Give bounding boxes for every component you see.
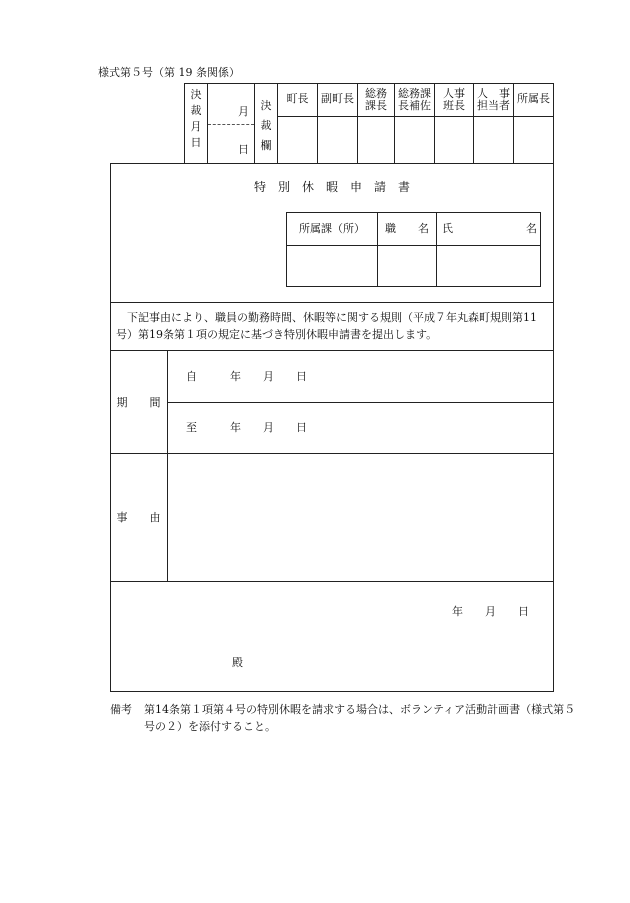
stamp-cell-deputy-mayor[interactable] <box>318 117 357 163</box>
period-label: 期 間 <box>116 396 161 409</box>
position-label: 職 名 <box>385 222 429 235</box>
approval-month-label: 月 <box>238 105 249 118</box>
role-personnel-officer: 人 事 担当者 <box>477 87 510 112</box>
stamp-cell-personnel-section-chief[interactable] <box>435 117 473 163</box>
reason-label: 事 由 <box>116 511 161 524</box>
name-label-right: 名 <box>526 222 537 235</box>
period-from-input[interactable] <box>168 351 553 402</box>
form-title: 特 別 休 暇 申 請 書 <box>253 180 410 194</box>
stamp-cell-department-head[interactable] <box>514 117 553 163</box>
stamp-cell-personnel-officer[interactable] <box>474 117 513 163</box>
name-input[interactable] <box>437 246 540 286</box>
period-from: 自 年 月 日 <box>186 370 307 383</box>
period-to-input[interactable] <box>168 403 553 453</box>
dept-input[interactable] <box>287 246 377 286</box>
statement-text: 下記事由により、職員の勤務時間、休暇等に関する規則（平成７年丸森町規則第11号）第19条第１項の規定に基づき特別休暇申請書を提出します。 <box>116 311 537 341</box>
stamp-cell-town-mayor[interactable] <box>278 117 317 163</box>
name-label-left: 氏 <box>442 222 453 235</box>
role-general-affairs-chief: 総務 課長 <box>365 87 387 112</box>
submission-date: 年 月 日 <box>452 605 529 618</box>
reason-input[interactable] <box>168 454 553 581</box>
note-text <box>144 701 580 735</box>
role-department-head: 所属長 <box>517 92 550 105</box>
position-input[interactable] <box>378 246 436 286</box>
role-town-mayor: 町長 <box>286 92 309 105</box>
form-number: 様式第５号（第 19 条関係） <box>98 66 240 79</box>
stamp-cell-general-affairs-chief[interactable] <box>358 117 394 163</box>
approval-day-label: 日 <box>238 143 249 156</box>
role-personnel-section-chief: 人事 班長 <box>443 87 465 112</box>
role-general-affairs-deputy: 総務課 長補佐 <box>398 87 431 112</box>
addressee-label: 殿 <box>232 656 243 669</box>
stamp-cell-general-affairs-deputy[interactable] <box>395 117 434 163</box>
role-deputy-mayor: 副町長 <box>321 92 354 105</box>
note-label: 備考 <box>110 703 132 716</box>
approval-date-label: 決裁月日 <box>190 88 202 149</box>
approval-column-label: 決裁欄 <box>260 99 272 152</box>
period-to: 至 年 月 日 <box>186 421 307 434</box>
dept-label: 所属課（所） <box>299 222 365 235</box>
note-text-content: 第14条第１項第４号の特別休暇を請求する場合は、ボランティア活動計画書（様式第５号の２）を添付すること。 <box>144 703 576 733</box>
